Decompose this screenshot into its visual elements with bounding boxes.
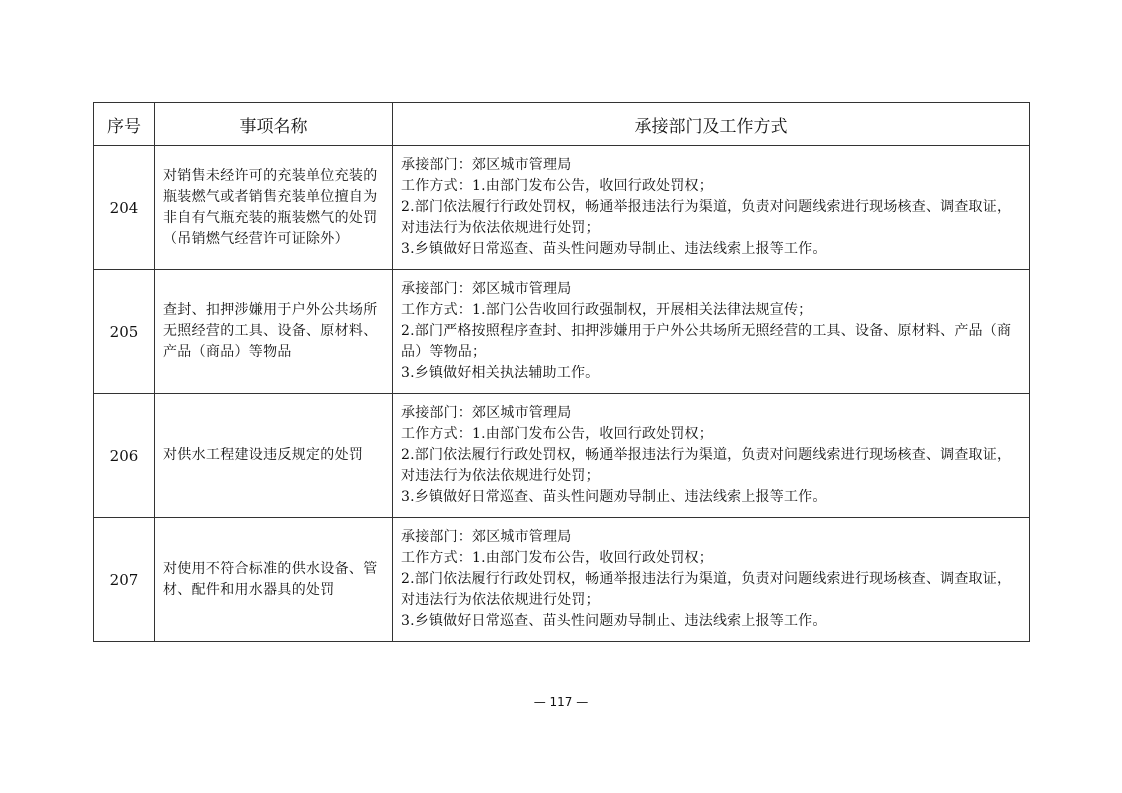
method-line: 3.乡镇做好日常巡查、苗头性问题劝导制止、违法线索上报等工作。: [401, 241, 827, 257]
dept-and-method: [393, 146, 1030, 270]
row-number: 204: [94, 146, 155, 270]
row-number: 207: [94, 518, 155, 642]
method-line: 2.部门依法履行行政处罚权，畅通举报违法行为渠道，负责对问题线索进行现场核查、调查取证，对违法行为依法依规进行处罚；: [401, 571, 1012, 608]
page-number: — 117 —: [533, 695, 589, 709]
method-line: 承接部门：郊区城市管理局: [401, 281, 572, 297]
dept-and-method: [393, 518, 1030, 642]
matter-name: 对销售未经许可的充装单位充装的瓶装燃气或者销售充装单位擅自为非自有气瓶充装的瓶装燃气的处罚（吊销燃气经营许可证除外）: [155, 146, 393, 270]
method-line: 工作方式：1.由部门发布公告，收回行政处罚权；: [401, 426, 713, 442]
method-line: 承接部门：郊区城市管理局: [401, 529, 572, 545]
table-row: [94, 270, 1030, 394]
header-name: 事项名称: [155, 103, 393, 146]
method-line: 2.部门依法履行行政处罚权，畅通举报违法行为渠道，负责对问题线索进行现场核查、调查取证，对违法行为依法依规进行处罚；: [401, 447, 1012, 484]
method-line: 承接部门：郊区城市管理局: [401, 405, 572, 421]
method-line: 3.乡镇做好相关执法辅助工作。: [401, 365, 600, 381]
header-dept: 承接部门及工作方式: [393, 103, 1030, 146]
method-line: 工作方式：1.由部门发布公告，收回行政处罚权；: [401, 550, 713, 566]
matters-table: [93, 102, 1030, 642]
row-number: 206: [94, 394, 155, 518]
method-line: 工作方式：1.部门公告收回行政强制权，开展相关法律法规宣传；: [401, 302, 813, 318]
matter-name: 对供水工程建设违反规定的处罚: [155, 394, 393, 518]
table-row: [94, 518, 1030, 642]
table-row: [94, 394, 1030, 518]
matter-name: 查封、扣押涉嫌用于户外公共场所无照经营的工具、设备、原材料、产品（商品）等物品: [155, 270, 393, 394]
method-line: 3.乡镇做好日常巡查、苗头性问题劝导制止、违法线索上报等工作。: [401, 613, 827, 629]
dept-and-method: [393, 394, 1030, 518]
method-line: 工作方式：1.由部门发布公告，收回行政处罚权；: [401, 178, 713, 194]
table-header-row: [94, 103, 1030, 146]
method-line: 3.乡镇做好日常巡查、苗头性问题劝导制止、违法线索上报等工作。: [401, 489, 827, 505]
matter-name: 对使用不符合标准的供水设备、管材、配件和用水器具的处罚: [155, 518, 393, 642]
method-line: 承接部门：郊区城市管理局: [401, 157, 572, 173]
row-number: 205: [94, 270, 155, 394]
method-line: 2.部门依法履行行政处罚权，畅通举报违法行为渠道，负责对问题线索进行现场核查、调查取证，对违法行为依法依规进行处罚；: [401, 199, 1012, 236]
method-line: 2.部门严格按照程序查封、扣押涉嫌用于户外公共场所无照经营的工具、设备、原材料、产品（商品）等物品；: [401, 323, 1012, 360]
table-row: [94, 146, 1030, 270]
dept-and-method: [393, 270, 1030, 394]
header-no: 序号: [94, 103, 155, 146]
